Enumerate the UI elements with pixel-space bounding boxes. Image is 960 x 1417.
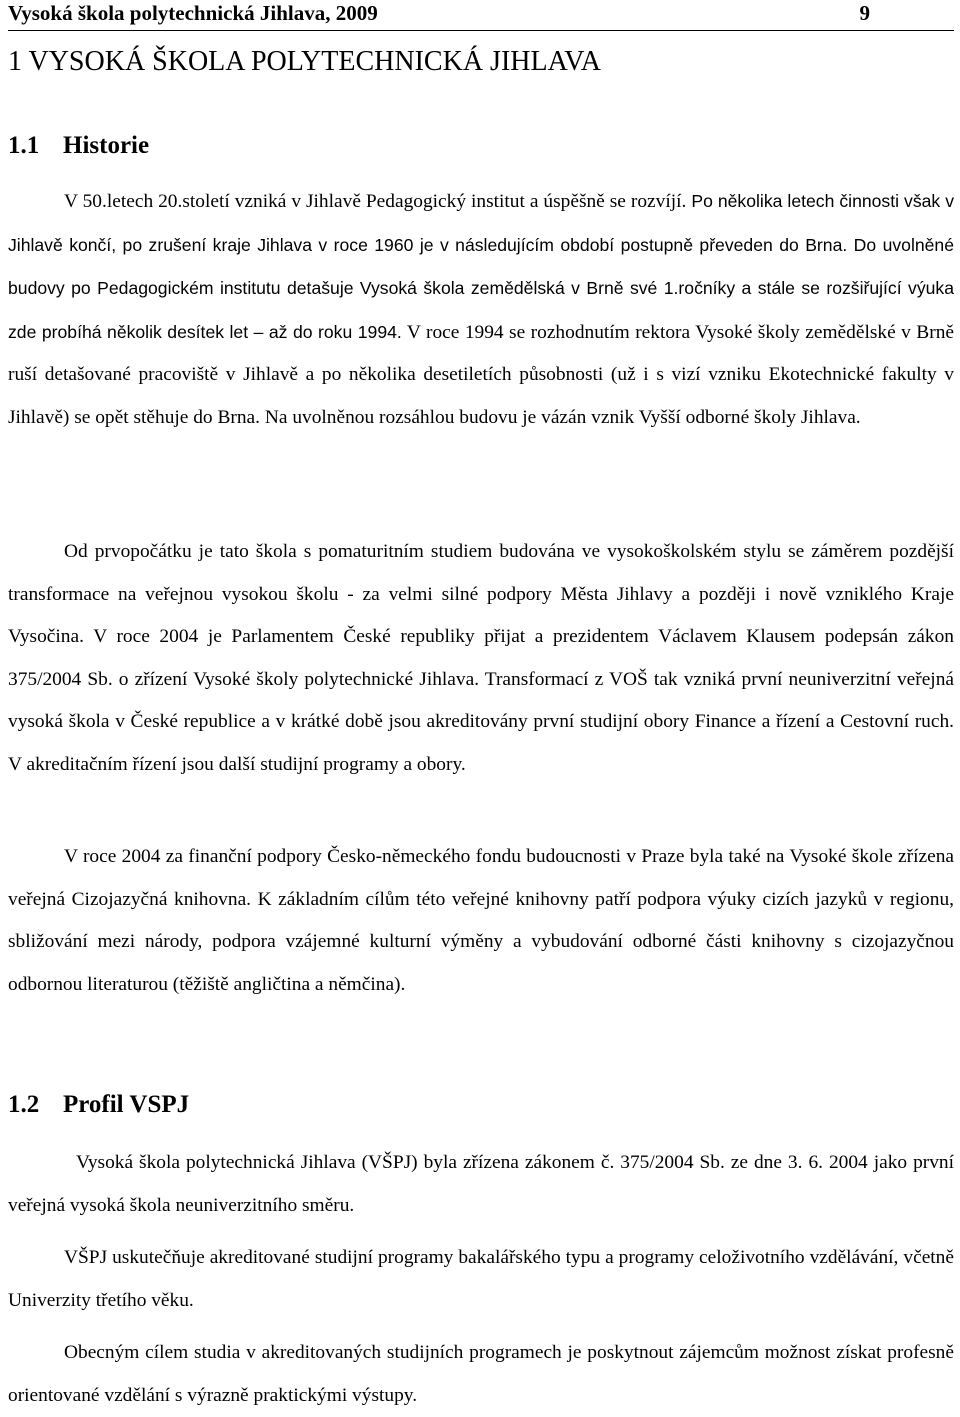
chapter-heading: 1 VYSOKÁ ŠKOLA POLYTECHNICKÁ JIHLAVA <box>8 46 602 77</box>
paragraph-profil-2: VŠPJ uskutečňuje akreditované studijní programy bakalářského typu a programy celoživotního vzdělávání, včetně Univerzity třetího věku. <box>8 1247 954 1311</box>
section-number: 1.2 <box>8 1091 40 1118</box>
section-heading-profil <box>8 1088 954 1122</box>
paragraph-text: V 50.letech 20.století vzniká v Jihlavě Pedagogický institut a úspěšně se rozvíjí. <box>64 191 687 212</box>
paragraph-text: V roce 1994 se rozhodnutím rektora Vysoké školy zemědělské v Brně ruší detašované pracoviště v Jihlavě a po několika desetiletích působnosti (už i s vizí vzniku Ekotechnické fakulty v Jihlavě) se opět stěhuje do Brna. Na uvolněnou rozsáhlou budovu je vázán vznik Vyšší odborné školy Jihlava. <box>8 321 954 428</box>
paragraph-historie-3: V roce 2004 za finanční podpory Česko-německého fondu budoucnosti v Praze byla také na Vysoké škole zřízena veřejná Cizojazyčná knihovna. K základním cílům této veřejné knihovny patří podpora výuky cizích jazyků v regionu, sbližování mezi národy, podpora vzájemné kulturní výměny a vybudování odborné části knihovny s cizojazyčnou odbornou literaturou (těžiště angličtina a němčina). <box>8 846 954 995</box>
section-heading-historie <box>8 129 954 163</box>
paragraph-historie-2: Od prvopočátku je tato škola s pomaturitním studiem budována ve vysokoškolském stylu se záměrem pozdější transformace na veřejnou vysokou školu - za velmi silné podpory Města Jihlavy a později i nově vzniklého Kraje Vysočina. V roce 2004 je Parlamentem České republiky přijat a prezidentem Václavem Klausem podepsán zákon 375/2004 Sb. o zřízení Vysoké školy polytechnické Jihlava. Transformací z VOŠ tak vzniká první neuniverzitní veřejná vysoká škola v České republice a v krátké době jsou akreditovány první studijní obory Finance a řízení a Cestovní ruch. V akreditačním řízení jsou další studijní programy a obory. <box>8 541 954 775</box>
header-title: Vysoká škola polytechnická Jihlava, 2009 <box>8 1 378 25</box>
section-title: Profil VSPJ <box>63 1091 190 1118</box>
paragraph-historie-1 <box>8 180 954 439</box>
section-title: Historie <box>63 132 150 159</box>
paragraph-text-sans: Po několika letech činnosti však v Jihlavě končí, po zrušení kraje Jihlava v roce 1960 je v následujícím období postupně převeden do Brna. Do uvolněné budovy po Pedagogickém institutu detašuje Vysoká škola zemědělská v Brně své 1.ročníky a stále se rozšiřující výuka zde probíhá několik desítek let – až do roku 1994. <box>8 191 954 342</box>
section-number: 1.1 <box>8 132 40 159</box>
paragraph-profil-1: Vysoká škola polytechnická Jihlava (VŠPJ) byla zřízena zákonem č. 375/2004 Sb. ze dne 3. 6. 2004 jako první veřejná vysoká škola neuniverzitního směru. <box>8 1152 954 1216</box>
paragraph-profil-3: Obecným cílem studia v akreditovaných studijních programech je poskytnout zájemcům možnost získat profesně orientované vzdělání s výrazně praktickými výstupy. <box>8 1342 954 1406</box>
page-number: 9 <box>859 1 870 25</box>
running-header <box>8 0 954 31</box>
